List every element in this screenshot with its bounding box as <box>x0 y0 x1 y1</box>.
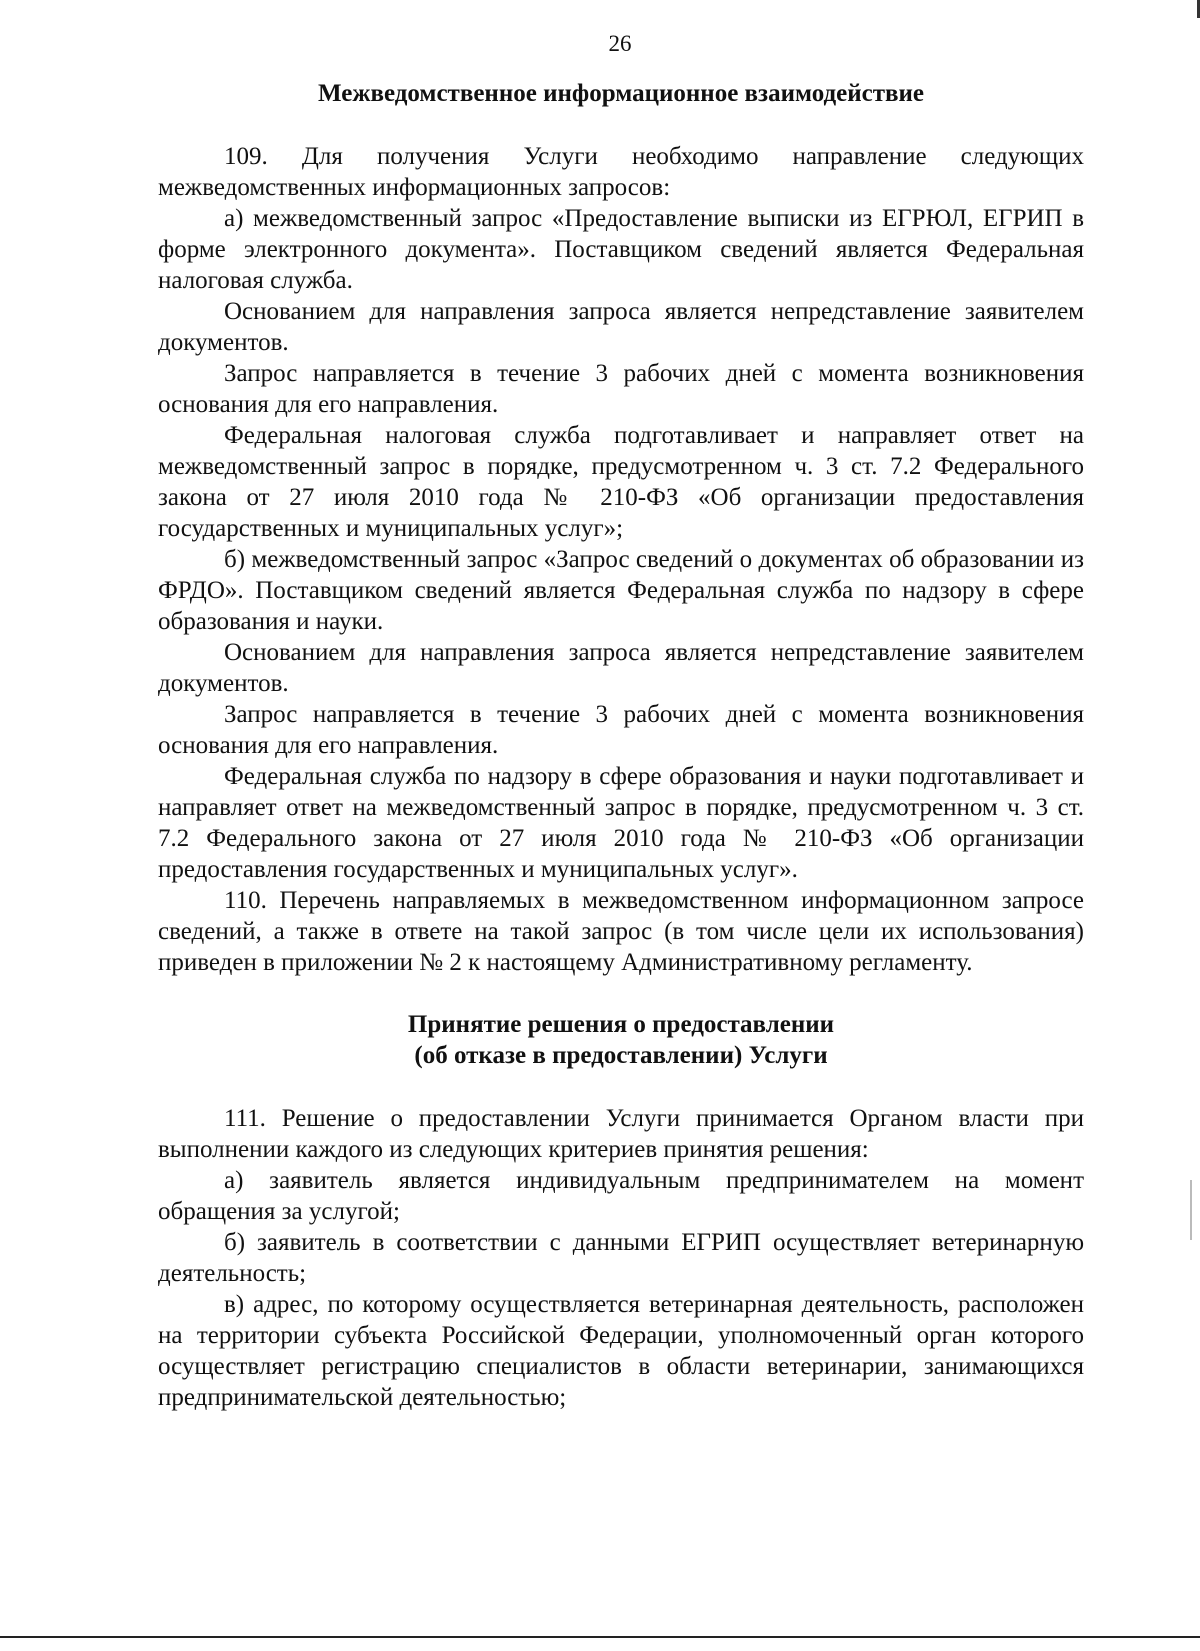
paragraph-basis-1: Основанием для направления запроса является непредставление заявителем документов. <box>158 298 1084 356</box>
scan-edge-shadow <box>1190 1180 1192 1240</box>
paragraph-111-a: а) заявитель является индивидуальным предпринимателем на момент обращения за услугой; <box>158 1167 1084 1225</box>
document-body <box>158 78 1084 1413</box>
paragraph-111-b: б) заявитель в соответствии с данными ЕГРИП осуществляет ветеринарную деятельность; <box>158 1229 1084 1287</box>
paragraph-111-v: в) адрес, по которому осуществляется ветеринарная деятельность, расположен на территории субъекта Российской Федерации, уполномоченный орган которого осуществляет регистрацию специалистов в области ветеринарии, занимающихся предпринимательской деятельностью; <box>158 1291 1084 1411</box>
page-number: 26 <box>608 31 632 56</box>
paragraph-109-a: а) межведомственный запрос «Предоставление выписки из ЕГРЮЛ, ЕГРИП в форме электронного документа». Поставщиком сведений является Федеральная налоговая служба. <box>158 205 1084 294</box>
paragraph-deadline-1: Запрос направляется в течение 3 рабочих дней с момента возникновения основания для его направления. <box>158 360 1084 418</box>
paragraph-110: 110. Перечень направляемых в межведомственном информационном запросе сведений, а также в ответе на такой запрос (в том числе цели их использования) приведен в приложении № 2 к настоящему Административному регламенту. <box>158 887 1084 976</box>
paragraph-response-1: Федеральная налоговая служба подготавливает и направляет ответ на межведомственный запрос в порядке, предусмотренном ч. 3 ст. 7.2 Федерального закона от 27 июля 2010 года № 210-ФЗ «Об организации предоставления государственных и муниципальных услуг»; <box>158 422 1084 542</box>
paragraph-109: 109. Для получения Услуги необходимо направление следующих межведомственных информационных запросов: <box>158 143 1084 201</box>
paragraph-deadline-2: Запрос направляется в течение 3 рабочих дней с момента возникновения основания для его направления. <box>158 701 1084 759</box>
paragraph-111: 111. Решение о предоставлении Услуги принимается Органом власти при выполнении каждого из следующих критериев принятия решения: <box>158 1105 1084 1163</box>
section-heading-decision-line-2: (об отказе в предоставлении) Услуги <box>414 1042 828 1069</box>
page-bottom-line <box>0 1636 1200 1638</box>
paragraph-109-b: б) межведомственный запрос «Запрос сведений о документах об образовании из ФРДО». Поставщиком сведений является Федеральная служба по надзору в сфере образования и науки. <box>158 546 1084 635</box>
section-heading-interagency: Межведомственное информационное взаимодействие <box>318 80 924 107</box>
section-heading-decision-line-1: Принятие решения о предоставлении <box>407 1011 835 1038</box>
paragraph-response-2: Федеральная служба по надзору в сфере образования и науки подготавливает и направляет ответ на межведомственный запрос в порядке, предусмотренном ч. 3 ст. 7.2 Федерального закона от 27 июля 2010 года № 210-ФЗ «Об организации предоставления государственных и муниципальных услуг». <box>158 763 1084 883</box>
paragraph-basis-2: Основанием для направления запроса является непредставление заявителем документов. <box>158 639 1084 697</box>
